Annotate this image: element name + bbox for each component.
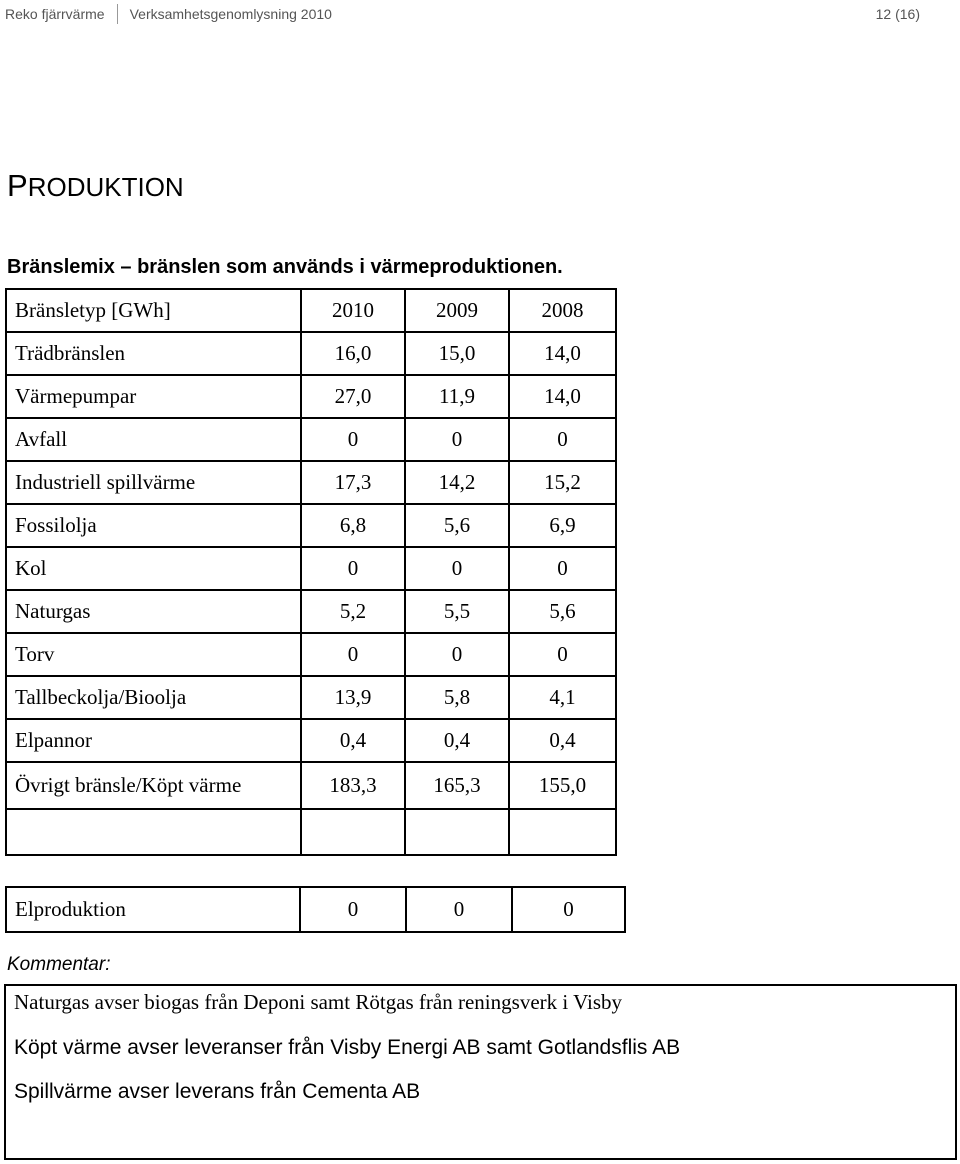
value-cell: 0 — [405, 633, 509, 676]
fuel-type-cell: Elpannor — [6, 719, 301, 762]
table-row — [6, 418, 616, 461]
value-cell: 0 — [301, 547, 405, 590]
table-row — [6, 762, 616, 809]
value-cell: 13,9 — [301, 676, 405, 719]
value-cell: 27,0 — [301, 375, 405, 418]
comment-line: Spillvärme avser leverans från Cementa AB — [14, 1080, 421, 1103]
table-empty-row — [6, 809, 616, 855]
value-cell: 0 — [509, 633, 616, 676]
empty-cell — [301, 809, 405, 855]
value-cell: 0 — [509, 547, 616, 590]
value-cell: 5,6 — [509, 590, 616, 633]
value-cell: 183,3 — [301, 762, 405, 809]
fuel-type-cell: Tallbeckolja/Bioolja — [6, 676, 301, 719]
empty-cell — [6, 809, 301, 855]
header-cell: 2008 — [509, 289, 616, 332]
company-name: Reko fjärrvärme — [5, 6, 105, 22]
value-cell: 0 — [509, 418, 616, 461]
fuel-type-cell: Kol — [6, 547, 301, 590]
comment-label: Kommentar: — [7, 954, 111, 975]
header-cell: 2009 — [405, 289, 509, 332]
table-row — [6, 461, 616, 504]
table-row — [6, 375, 616, 418]
table-row — [6, 633, 616, 676]
table-row — [6, 332, 616, 375]
fuel-mix-table — [5, 288, 617, 856]
value-cell: 5,2 — [301, 590, 405, 633]
table-row — [6, 590, 616, 633]
empty-cell — [509, 809, 616, 855]
value-cell: 5,6 — [405, 504, 509, 547]
elproduktion-label: Elproduktion — [6, 887, 300, 932]
table-row — [6, 887, 625, 932]
fuel-type-cell: Fossilolja — [6, 504, 301, 547]
fuel-type-cell: Torv — [6, 633, 301, 676]
comment-line: Köpt värme avser leveranser från Visby Energi AB samt Gotlandsflis AB — [14, 1036, 681, 1059]
value-cell: 14,0 — [509, 332, 616, 375]
elproduktion-table — [5, 886, 626, 933]
table-row — [6, 719, 616, 762]
fuel-type-cell: Avfall — [6, 418, 301, 461]
value-cell: 16,0 — [301, 332, 405, 375]
page-title — [7, 168, 184, 204]
value-cell: 0 — [406, 887, 512, 932]
value-cell: 14,0 — [509, 375, 616, 418]
title-initial: P — [7, 168, 28, 203]
value-cell: 5,8 — [405, 676, 509, 719]
table-row — [6, 547, 616, 590]
value-cell: 0 — [512, 887, 625, 932]
table-header-row — [6, 289, 616, 332]
header-cell: 2010 — [301, 289, 405, 332]
value-cell: 14,2 — [405, 461, 509, 504]
table-row — [6, 504, 616, 547]
value-cell: 0 — [301, 418, 405, 461]
comment-line: Naturgas avser biogas från Deponi samt Rötgas från reningsverk i Visby — [14, 990, 622, 1014]
table-row — [6, 676, 616, 719]
value-cell: 0,4 — [509, 719, 616, 762]
value-cell: 0,4 — [405, 719, 509, 762]
page-header — [5, 2, 332, 26]
value-cell: 0 — [405, 418, 509, 461]
fuel-type-cell: Industriell spillvärme — [6, 461, 301, 504]
value-cell: 17,3 — [301, 461, 405, 504]
empty-cell — [405, 809, 509, 855]
value-cell: 0 — [405, 547, 509, 590]
value-cell: 165,3 — [405, 762, 509, 809]
value-cell: 11,9 — [405, 375, 509, 418]
value-cell: 0 — [300, 887, 406, 932]
fuel-type-cell: Värmepumpar — [6, 375, 301, 418]
value-cell: 15,0 — [405, 332, 509, 375]
comment-box — [4, 984, 957, 1160]
value-cell: 155,0 — [509, 762, 616, 809]
header-cell: Bränsletyp [GWh] — [6, 289, 301, 332]
value-cell: 6,9 — [509, 504, 616, 547]
section-subheading: Bränslemix – bränslen som används i värmeproduktionen. — [7, 256, 563, 278]
fuel-type-cell: Övrigt bränsle/Köpt värme — [6, 762, 301, 809]
value-cell: 0 — [301, 633, 405, 676]
fuel-type-cell: Naturgas — [6, 590, 301, 633]
page-number: 12 (16) — [875, 6, 920, 22]
document-title: Verksamhetsgenomlysning 2010 — [129, 6, 332, 22]
value-cell: 15,2 — [509, 461, 616, 504]
value-cell: 5,5 — [405, 590, 509, 633]
fuel-type-cell: Trädbränslen — [6, 332, 301, 375]
value-cell: 6,8 — [301, 504, 405, 547]
title-rest: RODUKTION — [27, 172, 184, 202]
value-cell: 0,4 — [301, 719, 405, 762]
header-divider — [117, 4, 118, 24]
value-cell: 4,1 — [509, 676, 616, 719]
